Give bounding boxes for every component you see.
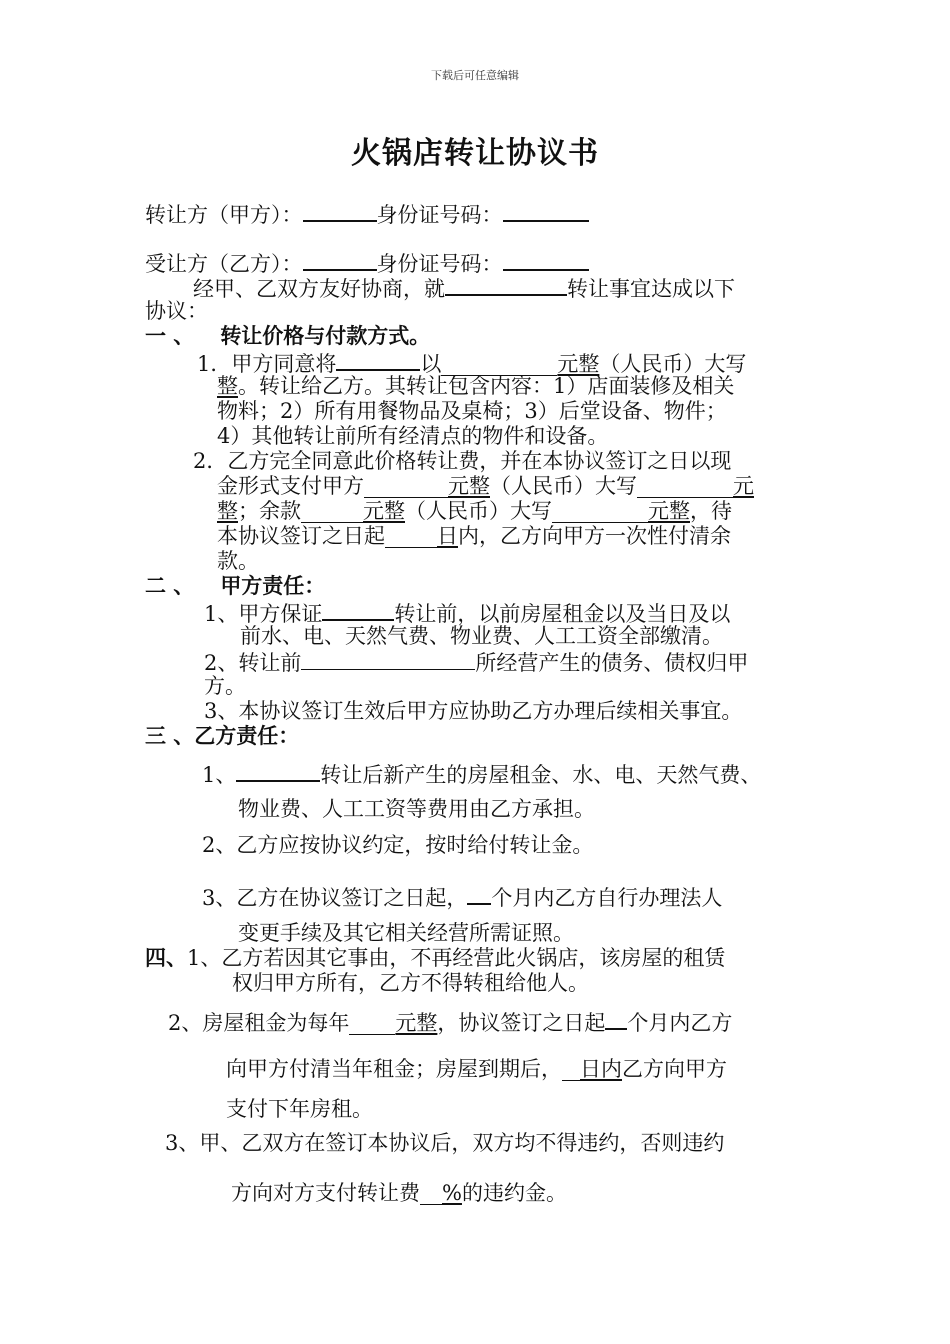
s2-item-2-line-2: 方。: [204, 674, 246, 698]
transferee-line: [145, 249, 589, 277]
s3-item-1-line-1: [202, 760, 761, 788]
s4-item-2-text-f: 日内: [580, 1057, 622, 1081]
s4-item-2-line-1: [168, 1008, 732, 1036]
s1-p2-text-f: 整: [217, 499, 238, 523]
s1-p2-text-d: （人民币）大写: [490, 474, 637, 498]
s1-p1-line-3: 物料；2）所有用餐物品及桌椅；3）后堂设备、物件；: [217, 399, 727, 423]
s3-item-2: 2、乙方应按协议约定，按时给付转让金。: [202, 833, 594, 857]
section-2-heading: [145, 574, 325, 599]
s4-item-2-text-c: ，协议签订之日起: [437, 1011, 606, 1035]
s1-balance-blank[interactable]: [301, 500, 363, 523]
s1-p2-text-h: 元整: [363, 499, 405, 523]
s1-p1-text-a: 1．甲方同意将: [197, 352, 337, 376]
s1-p2-text-k: ，待: [690, 499, 732, 523]
transferor-id-label: 身份证号码：: [376, 203, 503, 227]
s4-months-blank[interactable]: [605, 1008, 627, 1030]
s4-item-2-text-d: 个月内乙方: [627, 1011, 733, 1035]
s1-p2-text-m: 日: [437, 524, 458, 548]
s3-item-1-text-b: 转让后新产生的房屋租金、水、电、天然气费、: [320, 763, 762, 787]
intro-text-b: 转让事宜达成以下: [567, 277, 735, 301]
transferor-line: [145, 200, 589, 228]
s2-item-1-line-2: 前水、电、天然气费、物业费、人工工资全部缴清。: [240, 624, 723, 648]
s1-cash-words-blank[interactable]: [637, 475, 733, 498]
transferor-id-blank[interactable]: [503, 200, 589, 222]
s1-p2-text-i: （人民币）大写: [405, 499, 552, 523]
intro-text-a: 经甲、乙双方友好协商，就: [193, 277, 445, 301]
s1-p2-line-5: 款。: [217, 549, 259, 573]
section-4-heading: 四、: [145, 946, 187, 970]
s3-item-3-text-b: 个月内乙方自行办理法人: [491, 886, 723, 910]
s4-item-2-line-2: [226, 1057, 727, 1082]
section-2-number: 二 、: [145, 574, 195, 598]
s1-shop-blank[interactable]: [336, 349, 420, 371]
intro-shop-blank[interactable]: [445, 274, 567, 296]
document-title: 火锅店转让协议书: [351, 136, 599, 171]
s4-item-2-text-g: 乙方向甲方: [622, 1057, 727, 1081]
s1-p2-text-b: 金形式支付甲方: [217, 474, 364, 498]
s1-p2-text-g: ；余款: [238, 499, 301, 523]
s1-p2-line-1: 2．乙方完全同意此价格转让费，并在本协议签订之日以现: [193, 449, 732, 473]
s1-p2-text-j: 元整: [648, 499, 690, 523]
section-2-title: 甲方责任：: [220, 574, 326, 598]
s2-item-1-text-b: 转让前，以前房屋租金以及当日及以: [394, 602, 731, 626]
s1-p1-text-f: 。转让给乙方。其转让包含内容：1）店面装修及相关: [238, 374, 735, 398]
s3-item-1-line-2: 物业费、人工工资等费用由乙方承担。: [238, 797, 595, 821]
s4-item-2-text-a: 2、房屋租金为每年: [168, 1011, 350, 1035]
s4-item-1-line-1: [145, 946, 725, 971]
s1-p1-text-e: 整: [217, 374, 238, 398]
s1-p1-line-4: 4）其他转让前所有经清点的物件和设备。: [217, 424, 609, 448]
s3-party-blank[interactable]: [236, 760, 320, 782]
s1-p1-text-b: 以: [420, 352, 442, 376]
s2-item-1-line-1: [204, 599, 730, 627]
transferor-name-blank[interactable]: [303, 200, 377, 222]
s1-balance-words-blank[interactable]: [552, 500, 648, 523]
transferee-label: 受让方（乙方）：: [145, 252, 303, 276]
s4-item-1-text-a: 1、乙方若因其它事由，不再经营此火锅店，该房屋的租赁: [187, 946, 726, 970]
s4-item-2-line-3: 支付下年房租。: [226, 1097, 373, 1121]
s2-item-2-text-a: 2、转让前: [204, 651, 302, 675]
s3-item-3-line-1: [202, 883, 722, 911]
s1-p1-line-1: [197, 349, 746, 377]
s1-p2-text-e: 元: [733, 474, 754, 498]
s2-debt-blank[interactable]: [301, 649, 475, 670]
transferee-id-blank[interactable]: [503, 249, 589, 271]
s1-price-blank[interactable]: [441, 353, 557, 376]
s4-item-3-text-c: %: [442, 1181, 462, 1205]
s2-item-1-text-a: 1、甲方保证: [204, 602, 323, 626]
s1-p2-text-l: 本协议签订之日起: [217, 524, 385, 548]
transferee-name-blank[interactable]: [303, 249, 377, 271]
s2-item-2-line-1: [204, 649, 748, 676]
s1-p1-text-d: （人民币）大写: [599, 352, 747, 376]
s1-p2-text-c: 元整: [448, 474, 490, 498]
s3-item-1-text-a: 1、: [202, 763, 237, 787]
s1-p2-text-n: 内，乙方向甲方一次性付清余: [458, 524, 731, 548]
s4-item-1-line-2: 权归甲方所有，乙方不得转租给他人。: [232, 971, 589, 995]
s1-days-blank[interactable]: [385, 525, 437, 548]
s4-days-blank[interactable]: [562, 1058, 580, 1081]
section-1-number: 一 、: [145, 324, 195, 348]
intro-line-2: 协议：: [145, 299, 208, 323]
s1-p1-line-2: [217, 374, 734, 399]
s4-item-2-text-b: 元整: [395, 1011, 438, 1035]
s2-item-3: 3、本协议签订生效后甲方应协助乙方办理后续相关事宜。: [204, 699, 743, 723]
transferor-label: 转让方（甲方）：: [145, 203, 303, 227]
s1-p2-line-3: [217, 499, 732, 524]
transferee-id-label: 身份证号码：: [376, 252, 503, 276]
s4-item-3-line-2: [231, 1181, 567, 1206]
s1-p2-line-2: [217, 474, 754, 499]
s4-item-3-line-1: 3、甲、乙双方在签订本协议后，双方均不得违约，否则违约: [165, 1131, 725, 1155]
s2-item-2-text-b: 所经营产生的债务、债权归甲: [475, 651, 749, 675]
section-1-title: 转让价格与付款方式。: [220, 324, 431, 348]
section-1-heading: [145, 324, 430, 349]
s2-party-blank[interactable]: [322, 599, 394, 621]
s3-item-3-text-a: 3、乙方在协议签订之日起，: [202, 886, 468, 910]
s4-rent-blank[interactable]: [349, 1012, 395, 1035]
s4-item-3-text-d: 的违约金。: [461, 1181, 567, 1205]
s1-p2-line-4: [217, 524, 731, 549]
s1-cash-blank[interactable]: [364, 475, 448, 498]
s4-percent-blank[interactable]: [420, 1182, 442, 1205]
intro-line-1: [193, 274, 735, 302]
s4-item-2-text-e: 向甲方付清当年租金；房屋到期后，: [226, 1057, 562, 1081]
page-header: 下载后可任意编辑: [431, 69, 519, 82]
s3-item-3-line-2: 变更手续及其它相关经营所需证照。: [238, 921, 574, 945]
s3-months-blank[interactable]: [467, 883, 491, 905]
s1-p1-text-c: 元整: [557, 352, 600, 376]
s4-item-3-text-b: 方向对方支付转让费: [231, 1181, 420, 1205]
section-3-heading: 三 、乙方责任：: [145, 724, 300, 748]
